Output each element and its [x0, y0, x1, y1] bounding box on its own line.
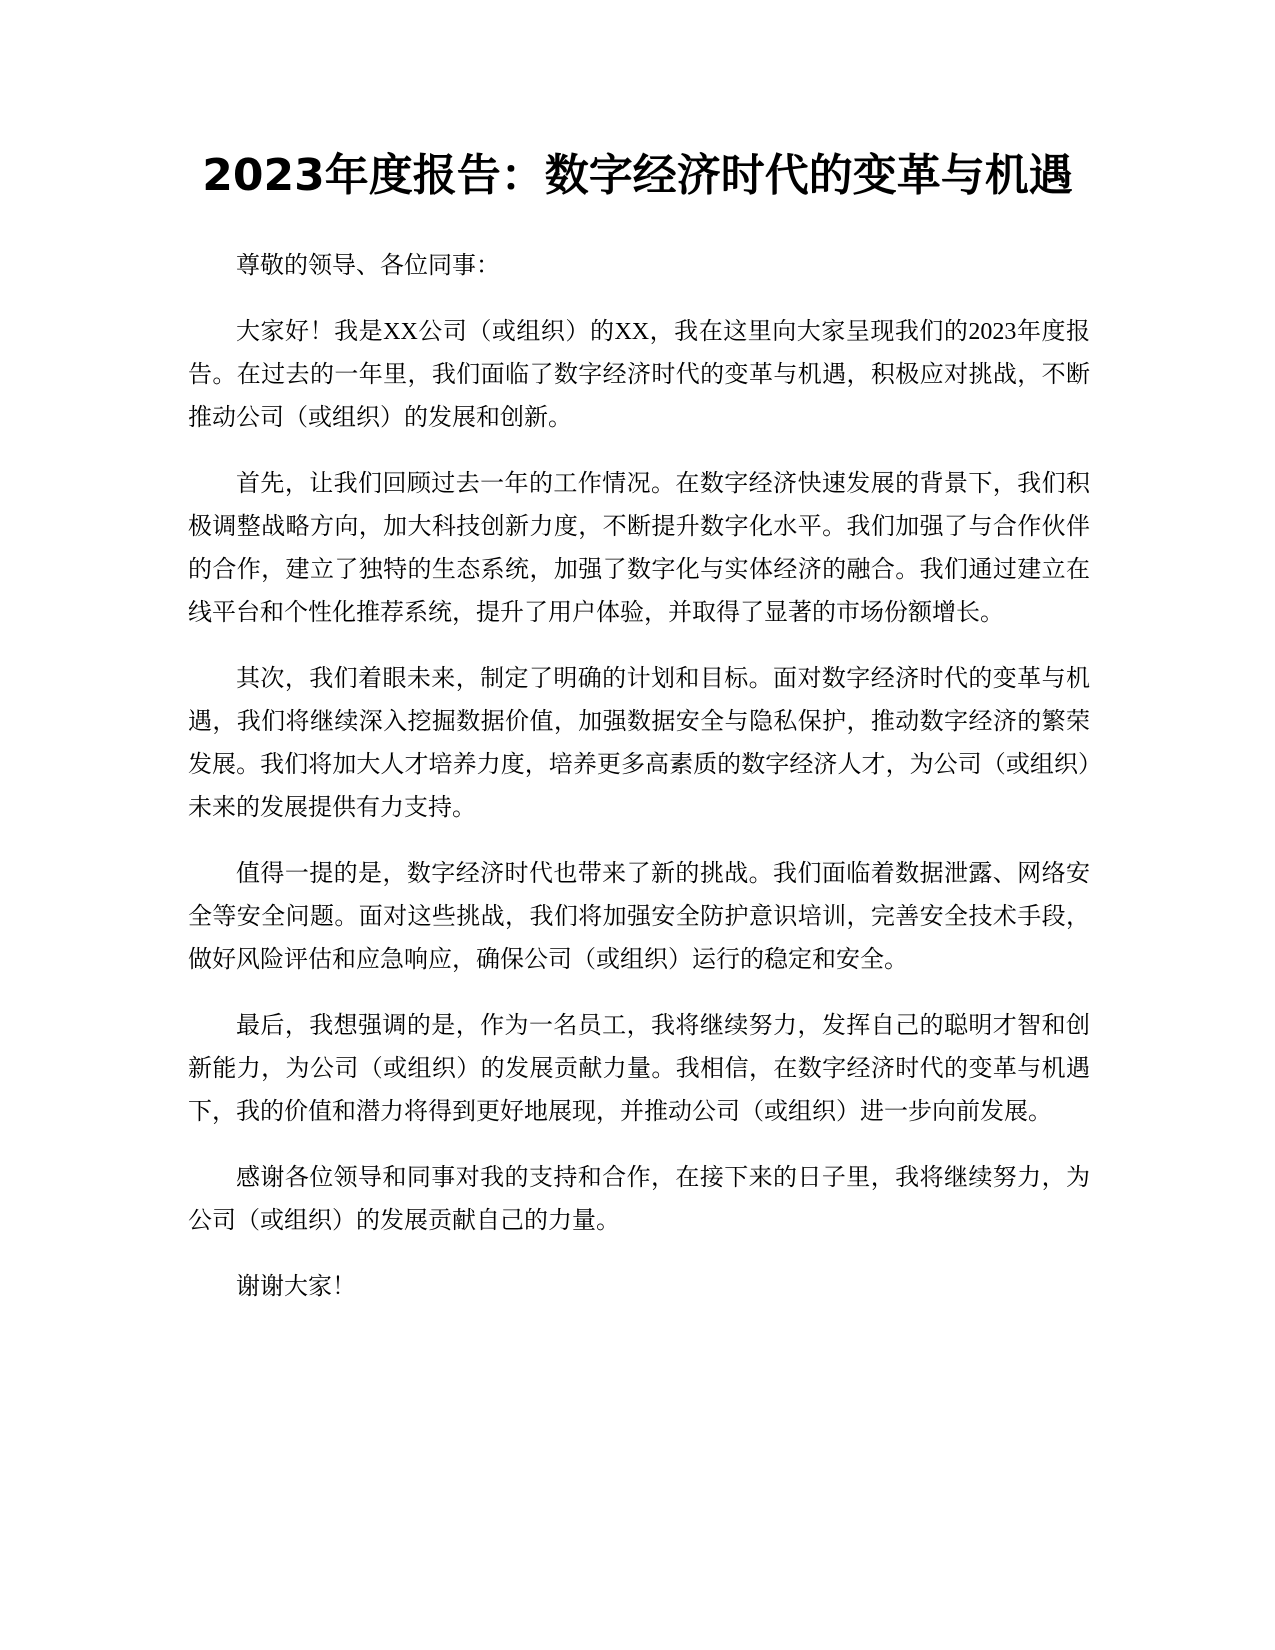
challenges-paragraph: 值得一提的是，数字经济时代也带来了新的挑战。我们面临着数据泄露、网络安全等安全问题。面对这些挑战，我们将加强安全防护意识培训，完善安全技术手段，做好风险评估和应急响应，确保公司（或组织）运行的稳定和安全。	[188, 861, 1090, 973]
document-title: 2023年度报告：数字经济时代的变革与机遇	[202, 150, 1073, 201]
closing-paragraph: 谢谢大家！	[236, 1274, 356, 1300]
thanks-paragraph: 感谢各位领导和同事对我的支持和合作，在接下来的日子里，我将继续努力，为公司（或组织）的发展贡献自己的力量。	[188, 1165, 1090, 1234]
commitment-paragraph: 最后，我想强调的是，作为一名员工，我将继续努力，发挥自己的聪明才智和创新能力，为公司（或组织）的发展贡献力量。我相信，在数字经济时代的变革与机遇下，我的价值和潜力将得到更好地展现，并推动公司（或组织）进一步向前发展。	[188, 1013, 1090, 1125]
document-body	[188, 245, 1090, 1332]
salutation-paragraph: 尊敬的领导、各位同事：	[236, 253, 500, 279]
plans-paragraph: 其次，我们着眼未来，制定了明确的计划和目标。面对数字经济时代的变革与机遇，我们将继续深入挖掘数据价值，加强数据安全与隐私保护，推动数字经济的繁荣发展。我们将加大人才培养力度，培养更多高素质的数字经济人才，为公司（或组织）未来的发展提供有力支持。	[188, 666, 1090, 821]
review-paragraph: 首先，让我们回顾过去一年的工作情况。在数字经济快速发展的背景下，我们积极调整战略方向，加大科技创新力度，不断提升数字化水平。我们加强了与合作伙伴的合作，建立了独特的生态系统，加强了数字化与实体经济的融合。我们通过建立在线平台和个性化推荐系统，提升了用户体验，并取得了显著的市场份额增长。	[188, 471, 1090, 626]
intro-paragraph: 大家好！我是XX公司（或组织）的XX，我在这里向大家呈现我们的2023年度报告。在过去的一年里，我们面临了数字经济时代的变革与机遇，积极应对挑战，不断推动公司（或组织）的发展和创新。	[188, 319, 1090, 431]
